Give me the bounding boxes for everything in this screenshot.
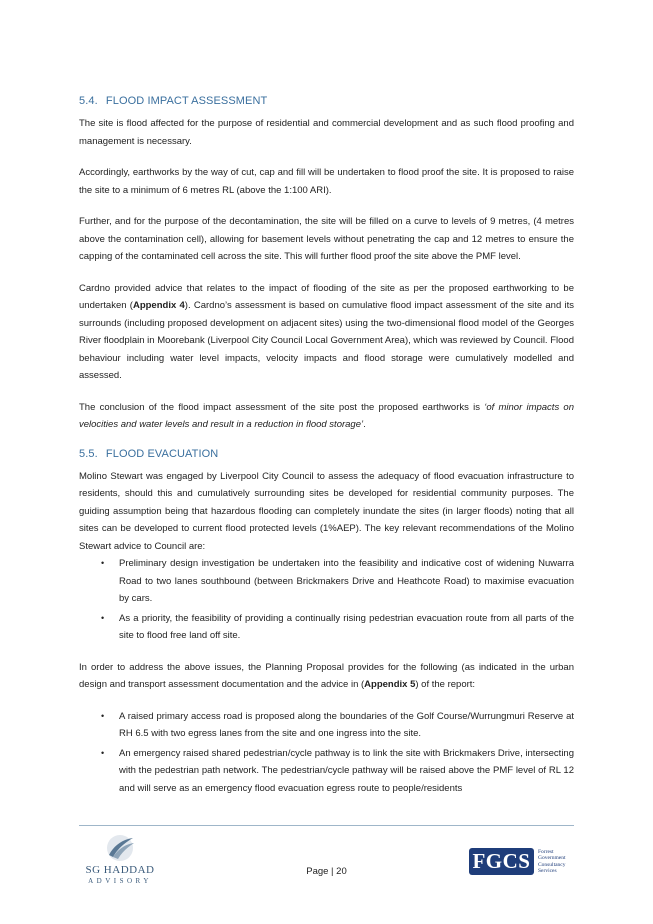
paragraph-planning-proposal: In order to address the above issues, the Planning Proposal provides for the following (as indicated in the urban design and transport assessment documentation and the advice in (Appendix 5) of the report: — [79, 661, 574, 690]
logo-subtitle: ADVISORY — [88, 877, 152, 885]
section-title: FLOOD IMPACT ASSESSMENT — [105, 95, 268, 107]
logo-name: SG HADDAD — [85, 864, 155, 876]
paragraph-molino-stewart: Molino Stewart was engaged by Liverpool City Council to assess the adequacy of flood evacuation infrastructure to residents, should this and cumulatively surrounding sites be developed for residential community purposes. The guiding assumption being that hazardous flooding can completely inundate the sites (in larger floods) noting that all sites can be developed to current flood protected levels (1%AEP). The key relevant recommendations of the Molino Stewart advice to Council are: — [79, 470, 574, 552]
list-item: • A raised primary access road is proposed along the boundaries of the Golf Course/Wurrungmuri Reserve at RH 6.5 with two egress lanes from the site and one ingress into the site. — [79, 708, 574, 743]
appendix-4-ref: Appendix 4 — [132, 300, 185, 311]
list-item: • Preliminary design investigation be undertaken into the feasibility and indicative cost of widening Nuwarra Road to two lanes southbound (between Brickmakers Drive and Heathcote Road) to maximise evacuation by cars. — [79, 555, 574, 608]
paragraph: Accordingly, earthworks by the way of cut, cap and fill will be undertaken to flood proof the site. It is proposed to raise the site to a minimum of 6 metres RL (above the 1:100 ARI). — [79, 167, 574, 196]
bullet-icon: • — [101, 747, 105, 758]
fgcs-words: Forrest Government Consultancy Services — [538, 849, 566, 874]
bullet-icon: • — [101, 710, 105, 721]
section-number: 5.5. — [79, 447, 98, 460]
section-heading-flood-impact — [79, 95, 574, 107]
page-content — [79, 95, 574, 811]
fgcs-mark: FGCS — [469, 848, 534, 875]
haddad-swoosh-icon — [104, 833, 136, 863]
page-number: Page | 20 — [306, 866, 347, 877]
sg-haddad-logo — [84, 833, 154, 885]
paragraph-conclusion: The conclusion of the flood impact assessment of the site post the proposed earthworks is ‘of minor impacts on velocities and water levels and result in a reduction in flood storage’. — [79, 401, 574, 430]
bullet-icon: • — [101, 558, 105, 568]
proposal-list — [79, 708, 574, 798]
list-item: • As a priority, the feasibility of providing a continually rising pedestrian evacuation route from all parts of the site to flood free land off site. — [79, 610, 574, 645]
section-number: 5.4. — [79, 95, 98, 107]
paragraph: The site is flood affected for the purpose of residential and commercial development and as such flood proofing and management is necessary. — [79, 118, 574, 147]
bullet-icon: • — [101, 612, 105, 623]
list-item: • An emergency raised shared pedestrian/cycle pathway is to link the site with Brickmakers Drive, intersecting with the pedestrian path network. The pedestrian/cycle pathway will be raised above the PMF level of RL 12 and will serve as an emergency flood evacuation egress route to people/residents — [79, 745, 574, 798]
appendix-5-ref: Appendix 5 — [364, 679, 416, 690]
section-title: FLOOD EVACUATION — [105, 447, 219, 460]
section-heading-flood-evacuation — [79, 448, 574, 460]
recommendations-list — [79, 555, 574, 645]
footer-divider — [79, 825, 574, 826]
paragraph-cardno: Cardno provided advice that relates to the impact of flooding of the site as per the proposed earthworking to be undertaken (Appendix 4). Cardno’s assessment is based on cumulative flood impact assessment of the site and its surrounds (including proposed development on adjacent sites) using the two-dimensional flood model of the Georges River floodplain in Moorebank (Liverpool City Council Local Government Area), which was reviewed by Council. Flood behaviour including water level impacts, velocity impacts and flood storage were cumulatively modelled and assessed. — [79, 282, 575, 381]
fgcs-logo — [469, 848, 579, 878]
paragraph: Further, and for the purpose of the decontamination, the site will be filled on a curve to levels of 9 metres, (4 metres above the contamination cell), allowing for basement levels without penetrating the cap and 12 metres to ensure the capping of the contaminated cell across the site. This will further flood proof the site above the PMF level. — [79, 216, 574, 262]
conclusion-quote: ‘of minor impacts on velocities and water levels and result in a reduction in flood storage’ — [79, 401, 574, 430]
